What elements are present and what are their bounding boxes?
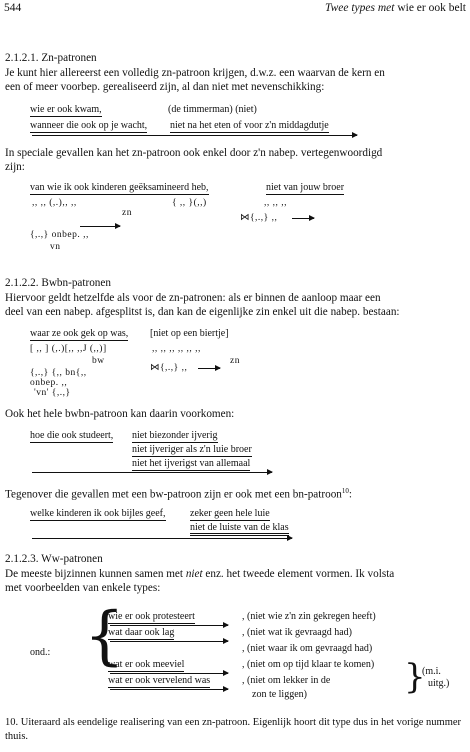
pattern-notation: 'vn' {,.,} bbox=[34, 388, 71, 398]
section-heading-ww: 2.1.2.3. Ww-patronen bbox=[5, 553, 103, 565]
example-note: (de timmerman) (niet) bbox=[168, 104, 257, 115]
example-note: , (niet om op tijd klaar te komen) bbox=[242, 659, 375, 670]
pattern-notation: {,.,} {,, bn{,, bbox=[30, 368, 87, 378]
paragraph-line: Tegenover die gevallen met een bw-patroon zijn er ook met een bn-patroon$^{10}$: bbox=[5, 487, 352, 501]
arrow bbox=[32, 538, 292, 539]
example-note: , (niet wat ik gevraagd had) bbox=[242, 627, 352, 638]
paragraph-line: een of meer voorbep. gerealiseerd zijn, al dan niet met nevenschikking: bbox=[5, 81, 325, 93]
example-note: uitg.) bbox=[428, 678, 450, 689]
example-note: , (niet wie z'n zin gekregen heeft) bbox=[242, 611, 376, 622]
example-clause: wie er ook protesteert bbox=[108, 611, 195, 622]
running-title bbox=[325, 2, 466, 14]
example-clause: welke kinderen ik ook bijles geef, bbox=[30, 508, 166, 519]
example-clause: niet ijveriger als z'n luie broer bbox=[132, 444, 252, 455]
paragraph-line: In speciale gevallen kan het zn-patroon ook enkel door z'n nabep. vertegenwoordigd bbox=[5, 147, 383, 159]
example-note: , (niet waar ik om gevraagd had) bbox=[242, 643, 373, 654]
example-clause: niet van jouw broer bbox=[266, 182, 345, 193]
paragraph-line: Hiervoor geldt hetzelfde als voor de zn-patronen: als er binnen de aanloop maar een bbox=[5, 292, 381, 304]
pattern-notation: zn bbox=[230, 356, 240, 366]
example-clause: niet na het eten of voor z'n middagdutje bbox=[170, 120, 329, 131]
pattern-notation: ,, ,, (,.),, ,, bbox=[32, 198, 77, 208]
pattern-notation: zn bbox=[122, 208, 132, 218]
pattern-notation: ,, ,, ,, bbox=[264, 198, 287, 208]
section-heading-bwbn: 2.1.2.2. Bwbn-patronen bbox=[5, 277, 111, 289]
pattern-notation: bw bbox=[92, 356, 105, 366]
pattern-notation: ⋈{,.,} ,, bbox=[240, 213, 278, 223]
arrow bbox=[110, 625, 228, 626]
example-clause: niet biezonder ijverig bbox=[132, 430, 218, 441]
arrow bbox=[32, 135, 357, 136]
pattern-notation: {,.,} onbep. ,, bbox=[30, 230, 89, 240]
arrow bbox=[110, 689, 228, 690]
brace: } bbox=[404, 657, 426, 697]
arrow bbox=[198, 368, 220, 369]
example-clause: waar ze ook gek op was, bbox=[30, 328, 129, 339]
arrow bbox=[32, 472, 272, 473]
example-clause: wie er ook kwam, bbox=[30, 104, 102, 115]
pattern-notation: { ,, }(,,) bbox=[172, 198, 207, 208]
example-clause: zeker geen hele luie bbox=[190, 508, 270, 519]
paragraph-line: deel van een nabep. afgesplitst is, dan kan de eigenlijke zin enkel uit die nabep. bestaan: bbox=[5, 306, 400, 318]
example-note: zon te liggen) bbox=[252, 689, 307, 700]
example-clause: wat er ook vervelend was bbox=[108, 675, 211, 686]
paragraph-line: zijn: bbox=[5, 161, 25, 173]
syntactic-function-label: ond.: bbox=[30, 647, 51, 658]
paragraph-line: Ook het hele bwbn-patroon kan daarin voorkomen: bbox=[5, 408, 235, 420]
arrow bbox=[110, 673, 228, 674]
example-clause: hoe die ook studeert, bbox=[30, 430, 114, 441]
arrow bbox=[80, 226, 120, 227]
example-clause: niet het ijverigst van allemaal bbox=[132, 458, 251, 469]
example-clause: van wie ik ook kinderen geëksamineerd heb, bbox=[30, 182, 209, 193]
example-note: , (niet om lekker in de bbox=[242, 675, 331, 686]
paragraph-line: met voorbeelden van enkele types: bbox=[5, 582, 161, 594]
arrow bbox=[110, 641, 228, 642]
footnote: 10. Uiteraard als eendelige realisering van een zn-patroon. Eigenlijk hoort dit type dus in het vorige nummer thuis. bbox=[5, 717, 462, 742]
running-header bbox=[4, 2, 466, 16]
running-title-italic: Twee types met bbox=[325, 2, 395, 14]
example-clause: niet de luiste van de klas bbox=[190, 522, 289, 534]
page-number: 544 bbox=[4, 2, 22, 14]
pattern-notation: ,, ,, ,, ,, ,, ,, bbox=[152, 344, 201, 354]
paragraph-line: De meeste bijzinnen kunnen samen met niet enz. het tweede element vormen. Ik volsta bbox=[5, 568, 395, 580]
example-clause: wanneer die ook op je wacht, bbox=[30, 120, 148, 131]
pattern-notation: onbep. ,, bbox=[30, 378, 68, 388]
pattern-notation: [ ,, ] (,.)[,, ,,J (,,)] bbox=[30, 344, 107, 354]
paragraph-line: Je kunt hier allereerst een volledig zn-patroon krijgen, d.w.z. een waarvan de kern en bbox=[5, 67, 385, 79]
section-heading-zn: 2.1.2.1. Zn-patronen bbox=[5, 52, 97, 64]
example-clause: wat daar ook lag bbox=[108, 627, 175, 638]
pattern-notation: ⋈{,.,} ,, bbox=[150, 363, 188, 373]
example-clause: wat er ook meeviel bbox=[108, 659, 185, 670]
arrow bbox=[292, 218, 314, 219]
brace: { bbox=[84, 599, 125, 673]
example-note: (m.i. bbox=[422, 666, 441, 677]
example-note: [niet op een biertje] bbox=[150, 328, 229, 339]
running-title-normal: wie er ook belt bbox=[394, 2, 466, 14]
pattern-notation: vn bbox=[50, 242, 61, 252]
